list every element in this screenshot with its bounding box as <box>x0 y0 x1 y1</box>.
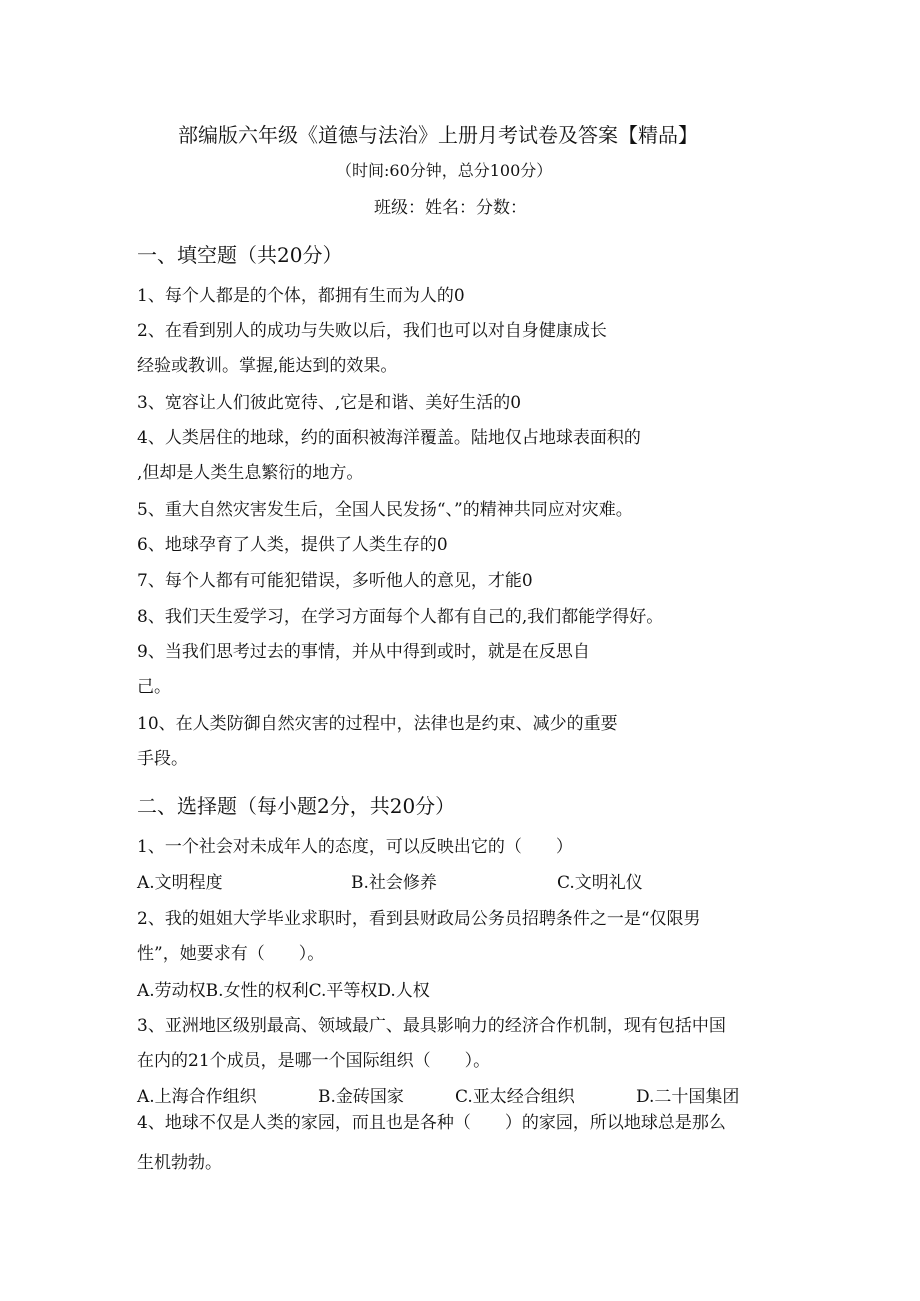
question-line: 2、在看到别人的成功与失败以后，我们也可以对自身健康成长 <box>137 321 607 341</box>
question-line: 己。 <box>137 677 171 697</box>
question-line: 经验或教训。掌握,能达到的效果。 <box>137 356 398 376</box>
question-line: 手段。 <box>137 749 188 769</box>
choice-question-2: 2、我的姐姐大学毕业求职时，看到县财政局公务员招聘条件之一是“仅限男 <box>137 909 701 929</box>
choice-question-1: 1、一个社会对未成年人的态度，可以反映出它的（ ） <box>137 837 573 857</box>
section-heading-multiple-choice: 二、选择题（每小题2分，共20分） <box>137 794 456 818</box>
section-heading-fill-blank: 一、填空题（共20分） <box>137 243 343 267</box>
exam-subtitle: （时间:60分钟，总分100分） <box>336 161 553 180</box>
question-line: 7、每个人都有可能犯错误，多听他人的意见，才能0 <box>137 571 533 591</box>
question-line: 4、人类居住的地球，约的面积被海洋覆盖。陆地仅占地球表面积的 <box>137 428 641 448</box>
question-line: 10、在人类防御自然灾害的过程中，法律也是约束、减少的重要 <box>137 714 618 734</box>
question-line: 5、重大自然灾害发生后，全国人民发扬“、”的精神共同应对灾难。 <box>137 500 633 520</box>
option-a: A.上海合作组织 <box>137 1087 257 1107</box>
choice-question-3-cont: 在内的21个成员，是哪一个国际组织（ ）。 <box>137 1051 491 1071</box>
question-line: 6、地球孕育了人类，提供了人类生存的0 <box>137 535 448 555</box>
question-line: 1、每个人都是的个体，都拥有生而为人的0 <box>137 286 465 306</box>
student-info: 班级：姓名：分数： <box>374 198 527 218</box>
option-c: C.亚太经合组织 <box>455 1087 575 1107</box>
option-d: D.二十国集团 <box>636 1087 740 1107</box>
choice-question-4: 4、地球不仅是人类的家园，而且也是各种（ ）的家园，所以地球总是那么 <box>137 1113 726 1133</box>
choice-question-4-cont: 生机勃勃。 <box>137 1153 222 1173</box>
choice-question-3: 3、亚洲地区级别最高、领域最广、最具影响力的经济合作机制，现有包括中国 <box>137 1016 726 1036</box>
option-b: B.金砖国家 <box>318 1087 404 1107</box>
option-c: C.文明礼仪 <box>557 873 643 893</box>
option-b: B.社会修养 <box>351 873 437 893</box>
exam-title: 部编版六年级《道德与法治》上册月考试卷及答案【精品】 <box>178 123 698 147</box>
question-line: 8、我们天生爱学习，在学习方面每个人都有自己的,我们都能学得好。 <box>137 607 664 627</box>
question-line: 3、宽容让人们彼此宽待、,它是和谐、美好生活的0 <box>137 393 522 413</box>
option-a: A.文明程度 <box>137 873 223 893</box>
choice-question-2-cont: 性”，她要求有（ ）。 <box>137 944 325 964</box>
question-line: 9、当我们思考过去的事情，并从中得到或时，就是在反思自 <box>137 642 590 662</box>
question-line: ,但却是人类生息繁衍的地方。 <box>137 463 364 483</box>
choice-options-2: A.劳动权B.女性的权利C.平等权D.人权 <box>137 981 430 1001</box>
